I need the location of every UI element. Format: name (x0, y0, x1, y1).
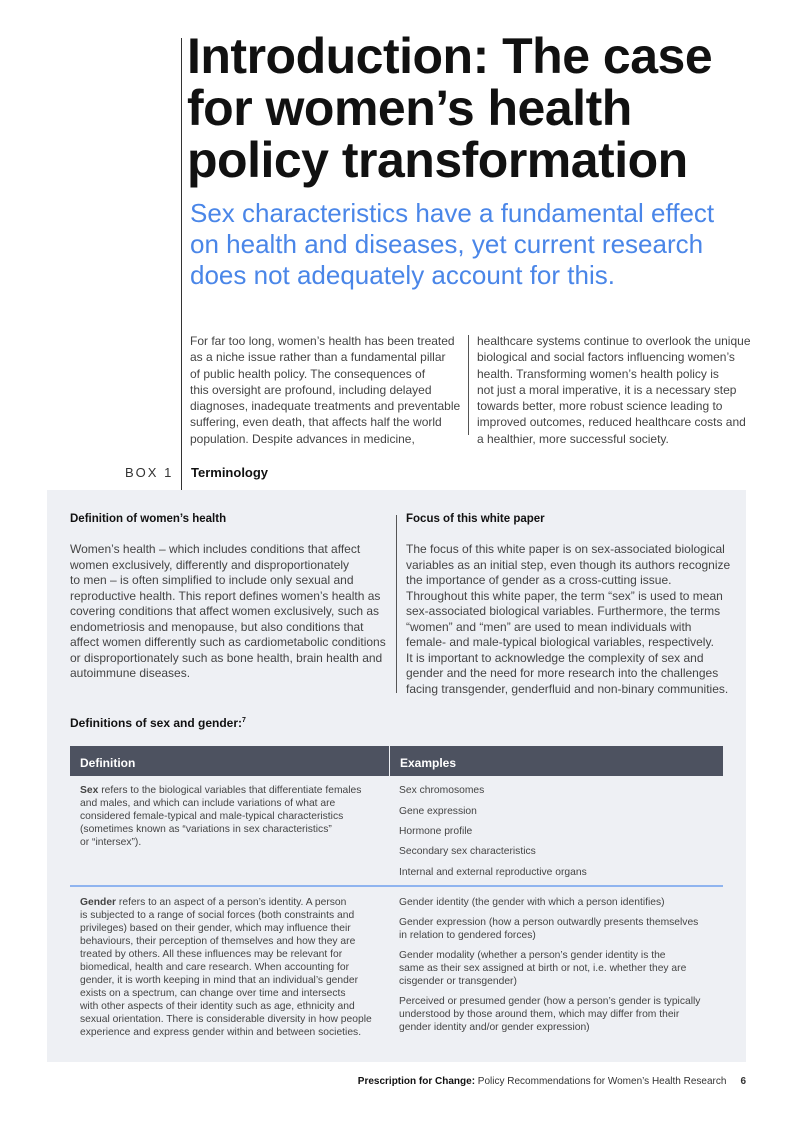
definitions-heading-text: Definitions of sex and gender: (70, 716, 243, 730)
column-divider (468, 335, 469, 435)
page-footer (358, 1076, 746, 1087)
box-column-divider (396, 515, 397, 693)
example-item: Gender expression (how a person outwardly presents themselves in relation to gendered forces) (399, 917, 699, 941)
page-number: 6 (740, 1076, 746, 1087)
intro-column-left: For far too long, women’s health has been treated as a niche issue rather than a fundamental pillar of public health policy. The consequences of this oversight are profound, including delayed diagnoses, inadequate treatments and preventable suffering, even death, that affects half the world population. Despite advances in medicine, (190, 334, 461, 446)
box-title: Terminology (191, 465, 269, 480)
example-item: Hormone profile (399, 826, 473, 837)
definition-text: refers to the biological variables that differentiate females and males, and which can include variations of what are considered female-typical and male-typical characteristics (sometimes known as “variations in sex characteristics” or “intersex”). (80, 785, 362, 848)
box-label: BOX 1 (125, 465, 174, 480)
example-item: Sex chromosomes (399, 785, 485, 796)
example-item: Secondary sex characteristics (399, 846, 536, 857)
focus-heading: Focus of this white paper (406, 513, 545, 525)
definition-text: refers to an aspect of a person’s identity. A person is subjected to a range of social forces (both constraints and privileges) based on their gender, which may influence their behaviours, their perception of themselves and how they are treated by others. All these influences may be relevant for biomedical, health and care research. When accounting for gender, it is worth keeping in mind that an individual’s gender exists on a spectrum, can change over time and intersects with other aspects of their identity such as age, ethnicity and sexual orientation. There is considerable diversity in how people experience and express gender within and between societies. (80, 897, 372, 1038)
womens-health-text: Women’s health – which includes conditions that affect women exclusively, differently and disproportionately to men – is often simplified to include only sexual and reproductive health. This report defines women’s health as covering conditions that affect women exclusively, such as endometriosis and menopause, but also conditions that affect women differently such as cardiometabolic conditions or disproportionately such as bone health, brain health and autoimmune diseases. (70, 542, 386, 680)
page-title: Introduction: The case for women’s health policy transformation (187, 28, 713, 188)
table-row-sex-definition (80, 784, 390, 849)
page-subtitle: Sex characteristics have a fundamental effect on health and diseases, yet current research does not adequately account for this. (190, 198, 715, 290)
term-sex: Sex (80, 785, 99, 796)
example-item: Gender identity (the gender with which a person identifies) (399, 897, 665, 908)
footer-title-bold: Prescription for Change: (357, 1076, 476, 1087)
term-gender: Gender (80, 897, 117, 908)
footer-title: Policy Recommendations for Women’s Health Research (475, 1076, 727, 1087)
womens-health-heading: Definition of women’s health (70, 513, 227, 525)
intro-column-right: healthcare systems continue to overlook the unique biological and social factors influencing women’s health. Transforming women’s health policy is not just a moral imperative, it is a necessary step towards better, more robust science leading to improved outcomes, reduced healthcare costs and a healthier, more successful society. (477, 334, 751, 446)
example-item: Perceived or presumed gender (how a person’s gender is typically understood by those around them, which may differ from their gender identity and/or gender expression) (399, 996, 701, 1033)
example-item: Gender modality (whether a person’s gender identity is the same as their sex assigned at birth or not, i.e. whether they are cisgender or transgender) (399, 950, 687, 987)
title-rule (181, 38, 182, 490)
focus-text: The focus of this white paper is on sex-associated biological variables as an initial step, even though its authors recognize the importance of gender as a cross-cutting issue. Throughout this white paper, the term “sex” is used to mean sex-associated biological variables. Furthermore, the terms “women” and “men” are used to mean individuals with female- and male-typical biological variables, respectively. It is important to acknowledge the complexity of sex and gender and the need for more research into the challenges facing transgender, genderfluid and non-binary communities. (406, 542, 731, 696)
footnote-ref: 7 (242, 717, 246, 724)
table-header-definition: Definition (70, 746, 389, 776)
example-item: Internal and external reproductive organs (399, 867, 587, 878)
table-row-gender-definition (80, 896, 390, 1039)
table-row-separator (70, 885, 723, 887)
table-header-examples: Examples (390, 746, 723, 776)
example-item: Gene expression (399, 806, 477, 817)
definitions-heading (70, 716, 246, 730)
